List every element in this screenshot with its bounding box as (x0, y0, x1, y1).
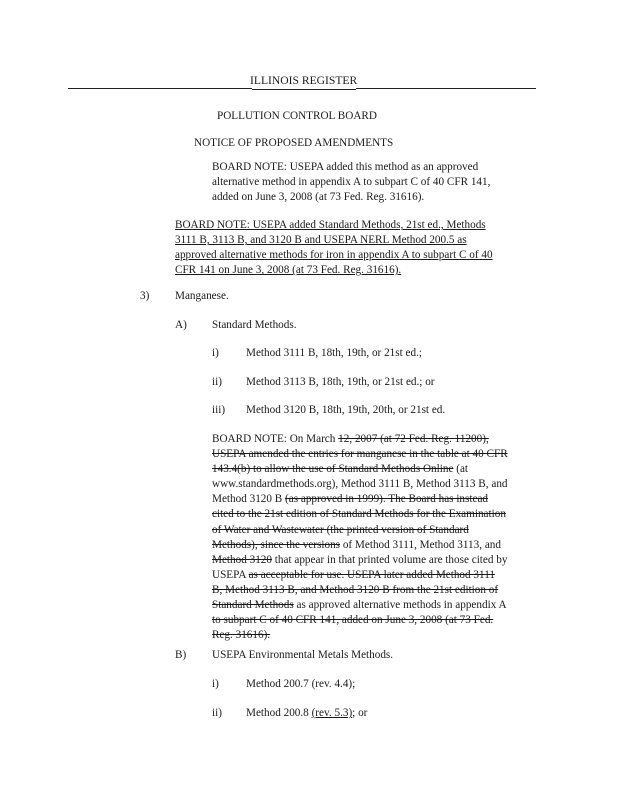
note3-line-8 (212, 538, 508, 553)
section-a-item-i-number: i) (212, 347, 219, 359)
note3-line-12 (212, 598, 508, 613)
section-a-item-iii-text: Method 3120 B, 18th, 19th, 20th, or 21st ed. (246, 404, 446, 416)
note3-line-10 (212, 568, 508, 583)
section-b-item-i-text: Method 200.7 (rev. 4.4); (246, 678, 356, 690)
note3-line-7: of Water and Wastewater (the printed version of Standard (212, 523, 469, 536)
section-a-label: Standard Methods. (212, 319, 297, 331)
section-a-item-i-text: Method 3111 B, 18th, 19th, or 21st ed.; (246, 347, 422, 359)
note3-line-5a: Method 3120 B (212, 493, 286, 506)
section-b-item-ii-text-c: ; or (352, 707, 368, 719)
section-a-number: A) (175, 319, 187, 331)
note2-line-1: BOARD NOTE: USEPA added Standard Methods, 21st ed., Methods (175, 219, 486, 231)
board-note-2 (175, 218, 493, 278)
item-3-label: Manganese. (175, 290, 229, 302)
board-note-1 (212, 160, 490, 205)
note1-line-2: alternative method in appendix A to subpart C of 40 CFR 141, (212, 176, 491, 189)
header-rule-left (68, 88, 252, 89)
board-note-3 (212, 432, 508, 643)
section-b-item-i-number: i) (212, 678, 219, 690)
note3-line-10b: as acceptable for use. USEPA later added Method 3111 (248, 568, 495, 581)
note3-line-1b: 12, 2007 (at 72 Fed. Reg. 11200), (338, 433, 489, 445)
note3-line-12b: as approved alternative methods in appendix A (293, 599, 507, 612)
header-rule-right (356, 88, 536, 89)
note3-line-2: USEPA amended the entries for manganese in the table at 40 CFR (212, 448, 508, 461)
note3-line-5 (212, 492, 508, 507)
section-b-item-ii-revision: (rev. 5.3) (311, 707, 353, 719)
note3-line-9b: that appear in that printed volume are those cited by (271, 553, 508, 566)
note3-line-10a: USEPA (212, 568, 249, 581)
note3-line-13: to subpart C of 40 CFR 141, added on June 3, 2008 (at 73 Fed. (212, 614, 494, 627)
note3-line-3a: 143.4(b) to allow the use of Standard Methods Online (212, 463, 454, 476)
note3-line-14: Reg. 31616). (212, 629, 271, 642)
note3-line-9 (212, 553, 508, 568)
note3-line-1 (212, 432, 508, 447)
note3-line-11: B, Method 3113 B, and Method 3120 B from the 21st edition of (212, 583, 499, 596)
note3-line-1a: BOARD NOTE: On March (212, 433, 339, 445)
section-a-item-iii-number: iii) (212, 404, 226, 416)
note3-line-5b: (as approved in 1999). The Board has instead (285, 493, 489, 506)
note2-line-3: approved alternative methods for iron in appendix A to subpart C of 40 (175, 249, 493, 262)
note3-line-3b: (at (453, 463, 469, 476)
section-a-item-ii-text: Method 3113 B, 18th, 19th, or 21st ed.; or (246, 376, 435, 388)
item-3-number: 3) (140, 290, 150, 302)
section-b-item-ii-text (246, 706, 367, 722)
section-b-item-ii-number: ii) (212, 707, 222, 719)
agency-title: POLLUTION CONTROL BOARD (217, 110, 377, 122)
note3-line-8a: Methods), since the versions (212, 538, 341, 551)
note3-line-8b: of Method 3111, Method 3113, and (340, 538, 501, 551)
section-b-label: USEPA Environmental Metals Methods. (212, 649, 394, 661)
note3-line-9a: Method 3120 (212, 553, 272, 566)
section-a-item-ii-number: ii) (212, 376, 222, 388)
note2-line-4: CFR 141 on June 3, 2008 (at 73 Fed. Reg. 31616). (175, 264, 402, 277)
note2-line-2: 3111 B, 3113 B, and 3120 B and USEPA NERL Method 200.5 as (175, 234, 467, 247)
register-title: ILLINOIS REGISTER (250, 74, 358, 87)
notice-title: NOTICE OF PROPOSED AMENDMENTS (194, 137, 394, 149)
header-rule-under (252, 89, 356, 90)
section-b-number: B) (175, 649, 187, 661)
note1-line-1: BOARD NOTE: USEPA added this method as an approved (212, 161, 479, 173)
section-b-item-ii-text-a: Method 200.8 (246, 707, 312, 719)
note3-line-3 (212, 462, 508, 477)
note1-line-3: added on June 3, 2008 (at 73 Fed. Reg. 31616). (212, 191, 425, 204)
note3-line-4: www.standardmethods.org), Method 3111 B, Method 3113 B, and (212, 478, 508, 491)
note3-line-12a: Standard Methods (212, 599, 294, 612)
note3-line-6: cited to the 21st edition of Standard Methods for the Examination (212, 508, 506, 521)
